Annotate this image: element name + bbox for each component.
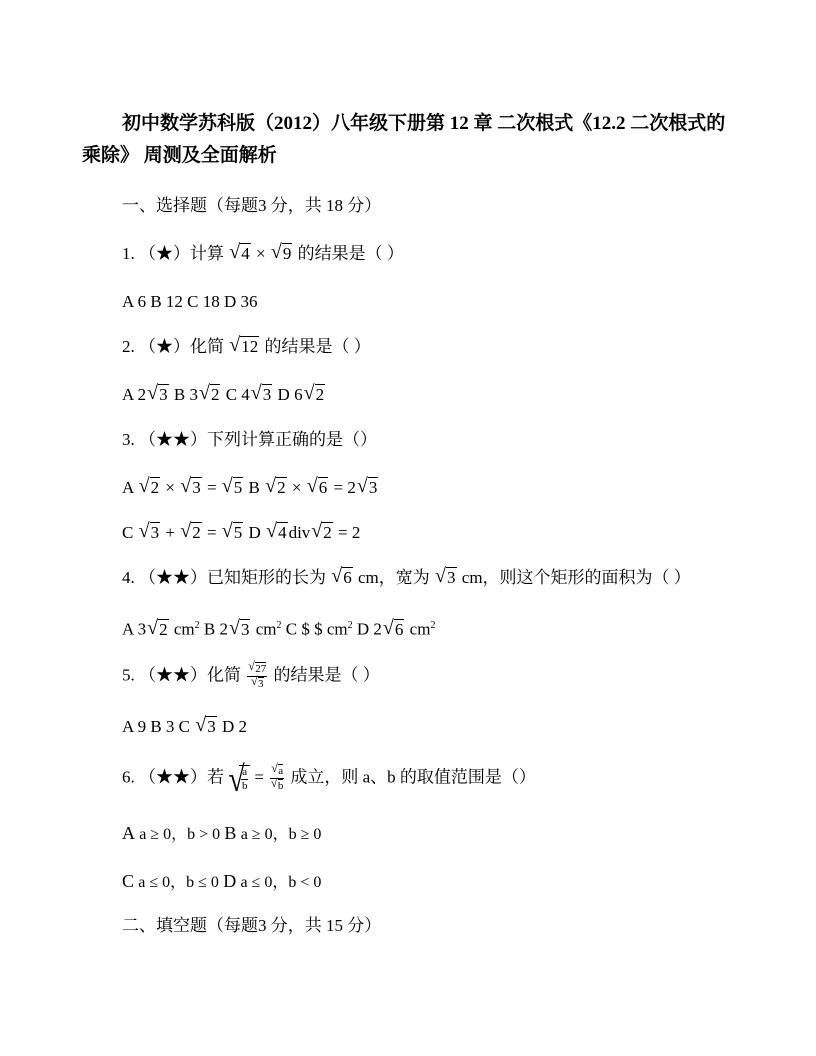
times-operator: × bbox=[256, 244, 266, 263]
question-3-options-cd: C √ 3 + √ 2 = √ 5 D √ 4 div√ 2 = 2 bbox=[122, 521, 360, 545]
question-4: 4. （★★）已知矩形的长为 √ 6 cm，宽为 √ 3 cm，则这个矩形的面积为（ ） bbox=[122, 566, 691, 590]
question-2 bbox=[122, 335, 371, 359]
title-line-1: 初中数学苏科版（2012）八年级下册第 12 章 二次根式《12.2 二次根式的 bbox=[122, 113, 726, 134]
question-1-prefix: 1. （★）计算 bbox=[122, 244, 224, 263]
document-title bbox=[82, 108, 752, 172]
section-heading-choice: 一、选择题（每题3 分，共 18 分） bbox=[122, 196, 382, 215]
question-1 bbox=[122, 242, 404, 266]
question-1-suffix: 的结果是（ ） bbox=[297, 244, 404, 263]
sqrt-expression: √ 4 bbox=[229, 242, 251, 266]
fraction: √ 27 √ 3 bbox=[247, 662, 267, 691]
question-5: 5. （★★）化简 √ 27 √ 3 的结果是（ ） bbox=[122, 662, 380, 691]
question-3-options-ab: A √ 2 × √ 3 = √ 5 B √ 2 × √ 6 = 2√ 3 bbox=[122, 476, 379, 500]
question-4-options: A 3√ 2 $cm^2$ B 2√ 3 $cm^2$ C $ $ $cm^2$ D 2√ 6 $cm^2$ bbox=[122, 614, 435, 642]
sqrt-expression: √ 12 bbox=[229, 335, 259, 359]
fraction: √ a √ b bbox=[270, 764, 284, 793]
question-2-suffix: 的结果是（ ） bbox=[264, 337, 371, 356]
question-6: 6. （★★）若 √ $\frac{a}{b}$ = √ a √ b 成立，则 a、b 的取值范围是（） bbox=[122, 764, 536, 793]
question-6-options-ab: A a ≥ 0，b > 0 B a ≥ 0，b ≥ 0 bbox=[122, 823, 322, 843]
question-6-options-cd: C a ≤ 0，b ≤ 0 D a ≤ 0，b < 0 bbox=[122, 871, 322, 891]
sqrt-expression: √ 9 bbox=[271, 242, 293, 266]
question-3: 3. （★★）下列计算正确的是（） bbox=[122, 430, 377, 449]
question-5-options: A 9 B 3 C √ 3 D 2 bbox=[122, 715, 247, 739]
question-2-prefix: 2. （★）化简 bbox=[122, 337, 224, 356]
question-2-options: A 2√ 3 B 3√ 2 C 4√ 3 D 6√ 2 bbox=[122, 383, 326, 407]
question-1-options: A 6 B 12 C 18 D 36 bbox=[122, 292, 258, 311]
section-heading-fill-in: 二、填空题（每题3 分，共 15 分） bbox=[122, 916, 382, 935]
sqrt-fraction: √ $\frac{a}{b}$ bbox=[228, 765, 250, 793]
title-line-2: 乘除》 周测及全面解析 bbox=[82, 145, 277, 166]
